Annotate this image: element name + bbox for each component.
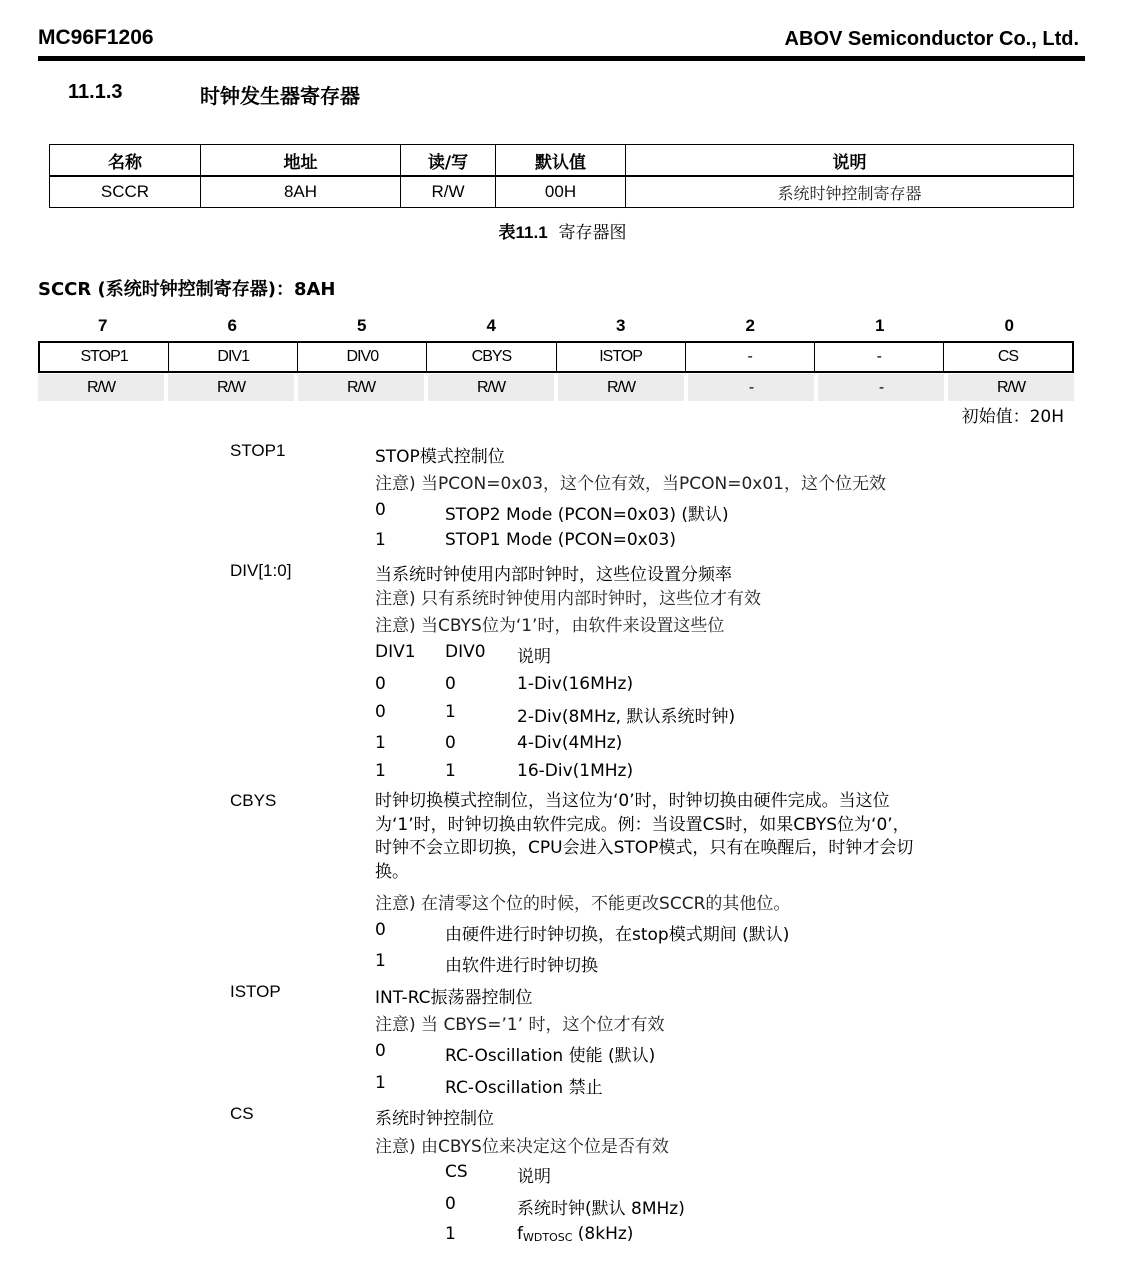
- field-name-cbys: CBYS: [230, 791, 277, 810]
- cbys-opt1-value: 1: [375, 951, 386, 971]
- cs-opt0-value: 0: [445, 1194, 456, 1214]
- cs-col-desc: 说明: [517, 1167, 551, 1187]
- bit-access: -: [688, 374, 814, 401]
- bit-access: R/W: [298, 374, 424, 401]
- table-row: [50, 176, 1074, 208]
- div-row-1-div1: 0: [375, 702, 386, 722]
- header-rule: [38, 56, 1085, 61]
- col-default: 默认值: [496, 145, 626, 177]
- company-name: ABOV Semiconductor Co., Ltd.: [784, 28, 1079, 50]
- bit-number: 2: [745, 316, 755, 335]
- bit-name: DIV1: [168, 343, 297, 371]
- div-note-2: 注意) 当CBYS位为‘1’时，由软件来设置这些位: [375, 616, 725, 636]
- cell-rw: R/W: [401, 176, 496, 208]
- istop-note: 注意) 当 CBYS=’1’ 时，这个位才有效: [375, 1015, 665, 1035]
- div-col-div0: DIV0: [445, 642, 486, 662]
- doc-id: MC96F1206: [38, 26, 154, 49]
- bit-name: DIV0: [297, 343, 426, 371]
- bit-access: R/W: [168, 374, 294, 401]
- bit-number: 4: [486, 316, 496, 335]
- stop1-note: 注意) 当PCON=0x03，这个位有效，当PCON=0x01，这个位无效: [375, 474, 886, 494]
- cbys-opt0-text: 由硬件进行时钟切换，在stop模式期间 (默认): [445, 925, 790, 945]
- cs-col-cs: CS: [445, 1162, 468, 1182]
- cell-description: 系统时钟控制寄存器: [626, 176, 1074, 208]
- istop-opt0-text: RC-Oscillation 使能 (默认): [445, 1046, 656, 1066]
- bit-name: STOP1: [80, 348, 128, 365]
- istop-opt1-value: 1: [375, 1073, 386, 1093]
- cbys-opt1-text: 由软件进行时钟切换: [445, 956, 598, 976]
- cs-opt1-subscript: WDTOSC: [523, 1231, 573, 1244]
- col-rw: 读/写: [401, 145, 496, 177]
- bit-number: 7: [98, 316, 108, 335]
- cbys-opt0-value: 0: [375, 920, 386, 940]
- caption-text: 寄存器图: [558, 223, 627, 243]
- bit-number: 0: [1004, 316, 1014, 335]
- bit-access-row: [38, 374, 1074, 401]
- stop1-opt0-text: STOP2 Mode (PCON=0x03) (默认): [445, 505, 729, 525]
- bit-name: CBYS: [426, 343, 555, 371]
- bit-number: 6: [227, 316, 237, 335]
- bit-access: R/W: [428, 374, 554, 401]
- section-title: 时钟发生器寄存器: [200, 84, 360, 108]
- bit-access: -: [818, 374, 944, 401]
- cs-opt1-value: 1: [445, 1224, 456, 1244]
- stop1-description: STOP模式控制位: [375, 447, 505, 467]
- bit-name: -: [814, 343, 943, 371]
- register-table-header: [50, 145, 1074, 177]
- cs-note: 注意) 由CBYS位来决定这个位是否有效: [375, 1137, 669, 1157]
- bit-number: 3: [616, 316, 626, 335]
- stop1-opt0-value: 0: [375, 500, 386, 520]
- field-name-div: DIV[1:0]: [230, 561, 292, 580]
- cs-opt1-suffix: (8kHz): [572, 1224, 634, 1244]
- div-row-2-div0: 0: [445, 733, 456, 753]
- register-table: [49, 144, 1074, 208]
- div-col-div1: DIV1: [375, 642, 416, 662]
- div-row-1-div0: 1: [445, 702, 456, 722]
- div-row-0-div0: 0: [445, 674, 456, 694]
- istop-opt1-text: RC-Oscillation 禁止: [445, 1078, 603, 1098]
- cell-name: SCCR: [50, 176, 201, 208]
- istop-opt0-value: 0: [375, 1041, 386, 1061]
- section-number: 11.1.3: [68, 81, 123, 103]
- table-caption: [0, 218, 1125, 243]
- div-row-3-text: 16-Div(1MHz): [517, 761, 634, 781]
- caption-number: 表11.1: [498, 223, 548, 242]
- bit-name: ISTOP: [556, 343, 685, 371]
- div-description: 当系统时钟使用内部时钟时，这些位设置分频率: [375, 565, 732, 585]
- field-name-istop: ISTOP: [230, 982, 281, 1001]
- cbys-description: 时钟切换模式控制位，当这位为‘0’时，时钟切换由硬件完成。当这位为‘1’时，时钟切换由软件完成。例：当设置CS时，如果CBYS位为‘0’，时钟不会立即切换，CPU会进入STOP模式，只有在唤醒后，时钟才会切换。: [375, 791, 914, 882]
- div-row-2-text: 4-Div(4MHz): [517, 733, 623, 753]
- initial-value: 初始值：20H: [961, 407, 1064, 427]
- cs-opt1-text: [517, 1224, 633, 1244]
- div-row-3-div1: 1: [375, 761, 386, 781]
- cs-description: 系统时钟控制位: [375, 1109, 494, 1129]
- bit-name: CS: [943, 343, 1072, 371]
- div-row-2-div1: 1: [375, 733, 386, 753]
- div-row-1-text: 2-Div(8MHz, 默认系统时钟): [517, 707, 736, 727]
- field-name-cs: CS: [230, 1104, 254, 1123]
- div-row-0-div1: 0: [375, 674, 386, 694]
- field-name-stop1: STOP1: [230, 441, 286, 460]
- bit-access: R/W: [558, 374, 684, 401]
- cs-opt0-text: 系统时钟(默认 8MHz): [517, 1199, 685, 1219]
- div-row-3-div0: 1: [445, 761, 456, 781]
- bit-name: -: [685, 343, 814, 371]
- cbys-note: 注意) 在清零这个位的时候，不能更改SCCR的其他位。: [375, 894, 791, 914]
- col-address: 地址: [201, 145, 401, 177]
- bit-access: R/W: [948, 374, 1074, 401]
- col-name: 名称: [50, 145, 201, 177]
- cs-opt1-prefix: f: [517, 1224, 523, 1244]
- cell-address: 8AH: [201, 176, 401, 208]
- col-description: 说明: [626, 145, 1074, 177]
- div-col-desc: 说明: [517, 647, 551, 667]
- stop1-opt1-text: STOP1 Mode (PCON=0x03): [445, 530, 676, 550]
- register-heading: SCCR (系统时钟控制寄存器)：8AH: [38, 279, 336, 300]
- bit-number: 1: [875, 316, 885, 335]
- div-row-0-text: 1-Div(16MHz): [517, 674, 634, 694]
- cell-default: 00H: [496, 176, 626, 208]
- bit-number: 5: [357, 316, 367, 335]
- div-note-1: 注意) 只有系统时钟使用内部时钟时，这些位才有效: [375, 589, 762, 609]
- istop-description: INT-RC振荡器控制位: [375, 988, 533, 1008]
- bit-access: R/W: [38, 374, 164, 401]
- bit-number-row: [38, 316, 1074, 338]
- stop1-opt1-value: 1: [375, 530, 386, 550]
- bit-name-row: [38, 341, 1074, 373]
